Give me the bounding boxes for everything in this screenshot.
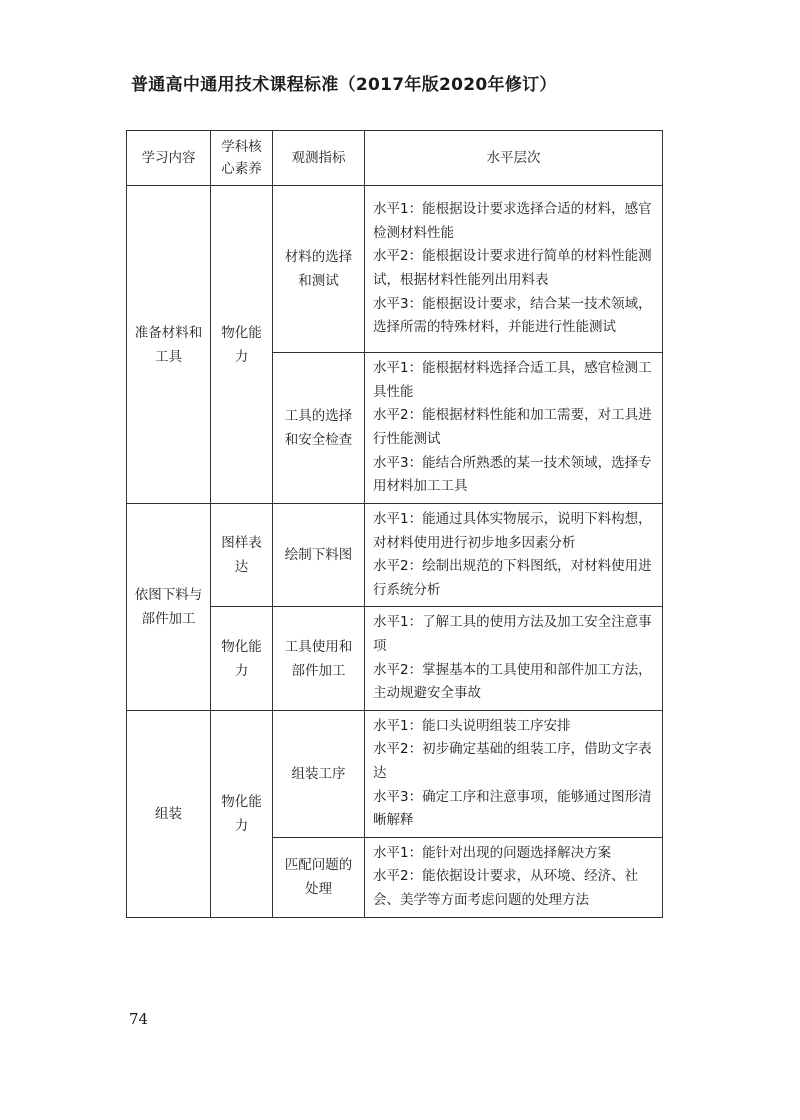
header-core-literacy: 学科核心素养 xyxy=(211,131,273,186)
page-header-title: 普通高中通用技术课程标准（2017年版2020年修订） xyxy=(131,75,557,95)
indicator-cell: 材料的选择和测试 xyxy=(273,186,365,353)
level-cell xyxy=(365,353,663,504)
table-row xyxy=(127,186,663,353)
literacy-cell: 物化能力 xyxy=(211,186,273,504)
level-text: 水平3：能结合所熟悉的某一技术领域，选择专用材料加工工具 xyxy=(373,454,652,495)
level-text: 水平1：能根据设计要求选择合适的材料，感官检测材料性能 xyxy=(373,201,652,241)
level-cell xyxy=(365,837,663,917)
table-row xyxy=(127,710,663,837)
level-text: 水平2：能根据设计要求进行简单的材料性能测试，根据材料性能列出用料表 xyxy=(373,248,652,288)
level-text: 水平2：能依据设计要求，从环境、经济、社会、美学等方面考虑问题的处理方法 xyxy=(373,868,639,908)
indicator-cell: 工具的选择和安全检查 xyxy=(273,353,365,504)
level-text: 水平1：能口头说明组装工序安排 xyxy=(373,717,571,734)
table-row xyxy=(127,504,663,607)
level-text: 水平3：确定工序和注意事项，能够通过图形清晰解释 xyxy=(373,788,652,829)
level-text: 水平1：能根据材料选择合适工具，感官检测工具性能 xyxy=(373,360,652,400)
level-text: 水平2：掌握基本的工具使用和部件加工方法，主动规避安全事故 xyxy=(373,661,652,702)
content-cell: 组装 xyxy=(127,710,211,917)
literacy-cell: 图样表达 xyxy=(211,504,273,607)
standards-table xyxy=(126,130,663,918)
indicator-cell: 工具使用和部件加工 xyxy=(273,607,365,710)
level-cell xyxy=(365,504,663,607)
page-number: 74 xyxy=(129,1010,149,1028)
level-cell xyxy=(365,710,663,837)
level-cell xyxy=(365,607,663,710)
header-indicator: 观测指标 xyxy=(273,131,365,186)
table-header-row xyxy=(127,131,663,186)
literacy-cell: 物化能力 xyxy=(211,710,273,917)
level-text: 水平2：能根据材料性能和加工需要，对工具进行性能测试 xyxy=(373,407,652,447)
indicator-cell: 组装工序 xyxy=(273,710,365,837)
level-text: 水平3：能根据设计要求，结合某一技术领域，选择所需的特殊材料，并能进行性能测试 xyxy=(373,295,652,336)
content-cell: 依图下料与部件加工 xyxy=(127,504,211,711)
header-learning-content: 学习内容 xyxy=(127,131,211,186)
level-text: 水平1：了解工具的使用方法及加工安全注意事项 xyxy=(373,614,652,654)
literacy-cell: 物化能力 xyxy=(211,607,273,710)
level-cell xyxy=(365,186,663,353)
level-text: 水平2：初步确定基础的组装工序，借助文字表达 xyxy=(373,741,652,781)
level-text: 水平2：绘制出规范的下料图纸，对材料使用进行系统分析 xyxy=(373,558,652,598)
level-text: 水平1：能针对出现的问题选择解决方案 xyxy=(373,844,612,861)
content-cell: 准备材料和工具 xyxy=(127,186,211,504)
header-level: 水平层次 xyxy=(365,131,663,186)
indicator-cell: 匹配问题的处理 xyxy=(273,837,365,917)
indicator-cell: 绘制下料图 xyxy=(273,504,365,607)
level-text: 水平1：能通过具体实物展示，说明下料构想，对材料使用进行初步地多因素分析 xyxy=(373,511,652,551)
